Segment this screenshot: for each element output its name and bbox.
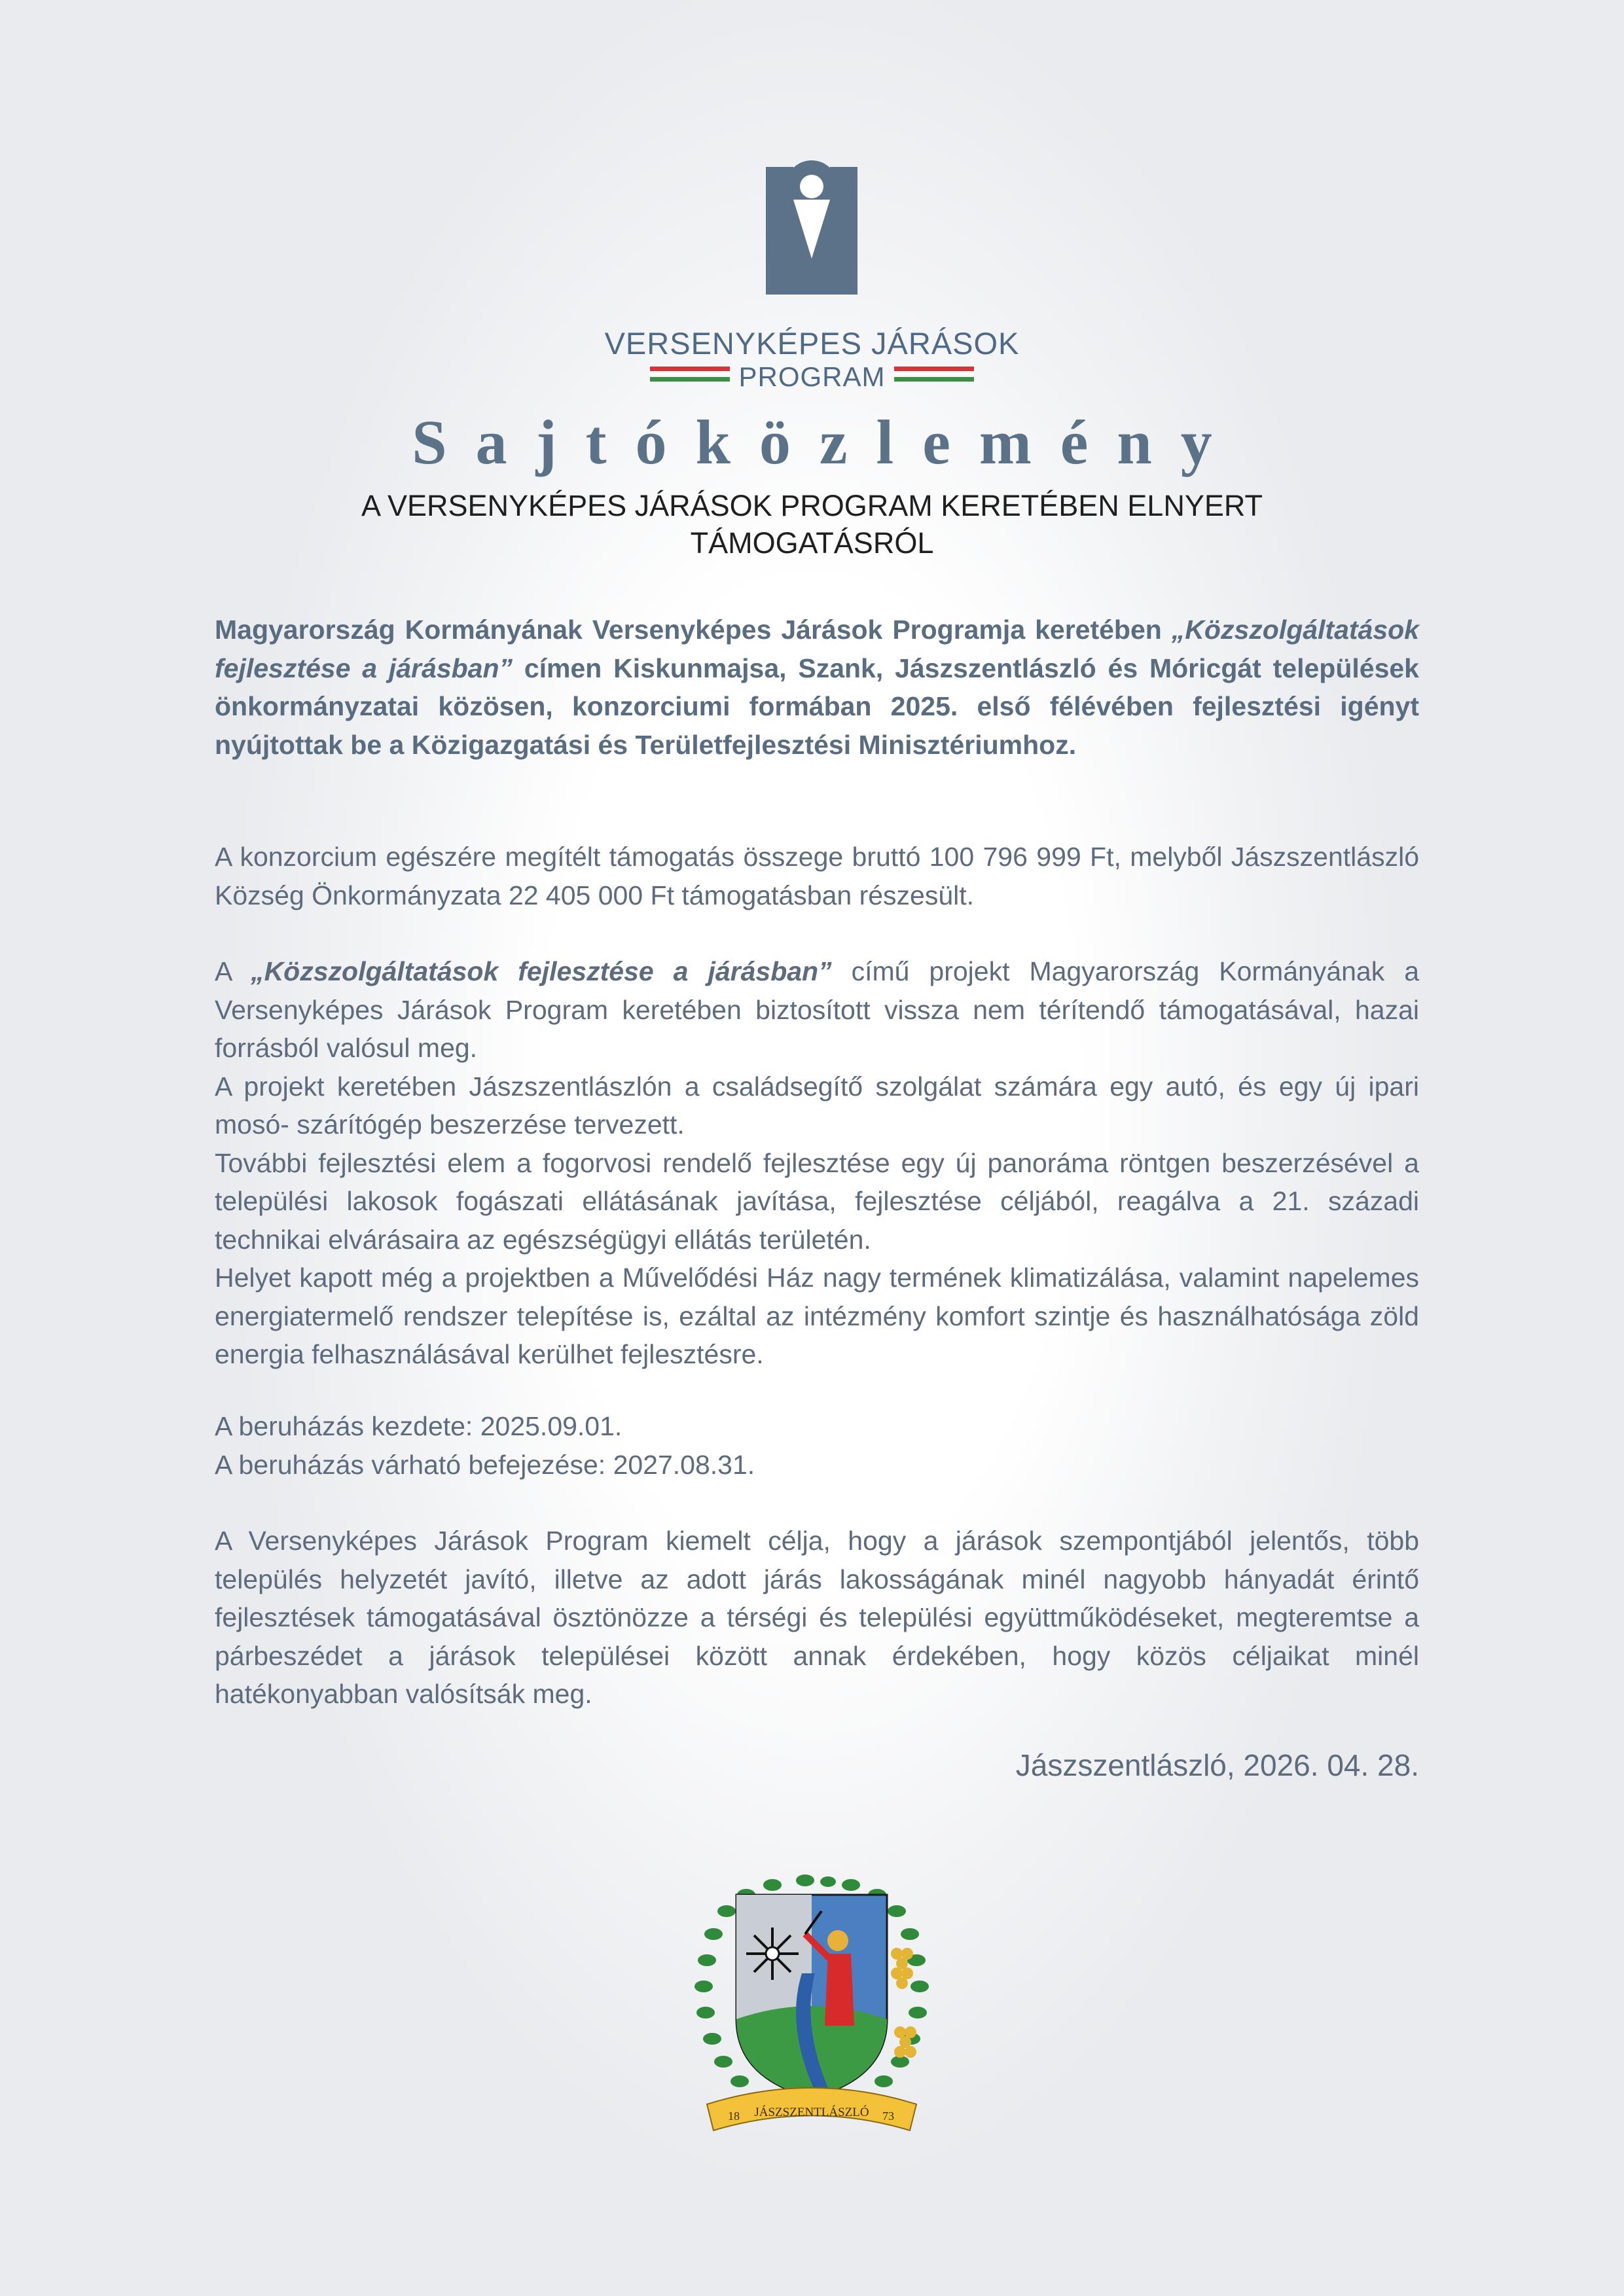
project-title-bold-italic: „Közszolgáltatások fejlesztése a járásban” — [251, 956, 832, 986]
project-text-post: című projekt Magyarország Kormányának a Versenyképes Járások Program keretében biztosított vissza nem térítendő támogatásával, hazai forrásból valósul meg. — [215, 956, 1419, 1063]
program-goal-paragraph — [215, 1522, 1419, 1713]
project-line-dental: További fejlesztési elem a fogorvosi rendelő fejlesztése egy új panoráma röntgen beszerzésével a települési lakosok fogászati ellátásának javítása, fejlesztése céljából, reagálva a 21. századi technikai elvárásaira az egészségügyi ellátás területén. — [215, 1147, 1419, 1255]
lead-text-post: címen Kiskunmajsa, Szank, Jászszentlászló és Móricgát települések önkormányzatai közösen, konzorciumi formában 2025. első félévében fejlesztési igényt nyújtottak be a Közigazgatási és Területfejlesztési Minisztériumhoz. — [215, 653, 1419, 760]
funding-paragraph — [215, 838, 1419, 914]
project-line-vehicle: A projekt keretében Jászszentlászlón a családsegítő szolgálat számára egy autó, és egy új ipari mosó- szárítógép beszerzése tervezett. — [215, 1071, 1419, 1139]
page-subtitle: A VERSENYKÉPES JÁRÁSOK PROGRAM KERETÉBEN ELNYERT TÁMOGATÁSRÓL — [361, 489, 1263, 560]
flag-stripes-right-icon — [894, 367, 974, 386]
coat-year-left: 18 — [728, 2109, 740, 2123]
coat-year-right: 73 — [882, 2109, 894, 2123]
logo-text-line1: VERSENYKÉPES JÁRÁSOK — [604, 326, 1020, 361]
start-date: A beruházás kezdete: 2025.09.01. — [215, 1411, 623, 1441]
project-paragraph — [215, 952, 1419, 1374]
end-date: A beruházás várható befejezése: 2027.08.31. — [215, 1449, 755, 1480]
place-and-date: Jászszentlászló, 2026. 04. 28. — [1015, 1748, 1419, 1782]
project-line-culture-house: Helyet kapott még a projektben a Művelődési Ház nagy termének klimatizálása, valamint napelemes energiatermelő rendszer telepítése is, ezáltal az intézmény komfort szintje és használhatósága zöld energia felhasználásával kerülhet fejlesztésre. — [215, 1263, 1419, 1369]
program-goal-text: A Versenyképes Járások Program kiemelt célja, hogy a járások szempontjából jelentős, több település helyzetét javító, illetve az adott járás lakosságának minél nagyobb hányadát érintő fejlesztések támogatásával ösztönözze a térségi és települési együttműködéseket, megteremtse a párbeszédet a járások települései között annak érdekében, hogy közös céljaikat minél hatékonyabban valósítsák meg. — [215, 1526, 1419, 1709]
coat-of-arms-icon — [674, 1856, 949, 2144]
project-text-pre: A — [215, 956, 251, 986]
lead-text-pre: Magyarország Kormányának Versenyképes Járások Programja keretében — [215, 615, 1172, 645]
logo-text-line2: PROGRAM — [738, 361, 886, 392]
dates-block — [215, 1407, 1419, 1484]
coat-town-name: JÁSZSZENTLÁSZLÓ — [754, 2106, 869, 2119]
page-title: Sajtóközlemény — [412, 407, 1241, 477]
project-title-italic: „Közszolgáltatások fejlesztése a járásban” — [215, 615, 1419, 683]
funding-text: A konzorcium egészére megítélt támogatás összege bruttó 100 796 999 Ft, melyből Jászszentlászló Község Önkormányzata 22 405 000 Ft támogatásban részesült. — [215, 842, 1419, 910]
lead-paragraph — [215, 611, 1419, 764]
